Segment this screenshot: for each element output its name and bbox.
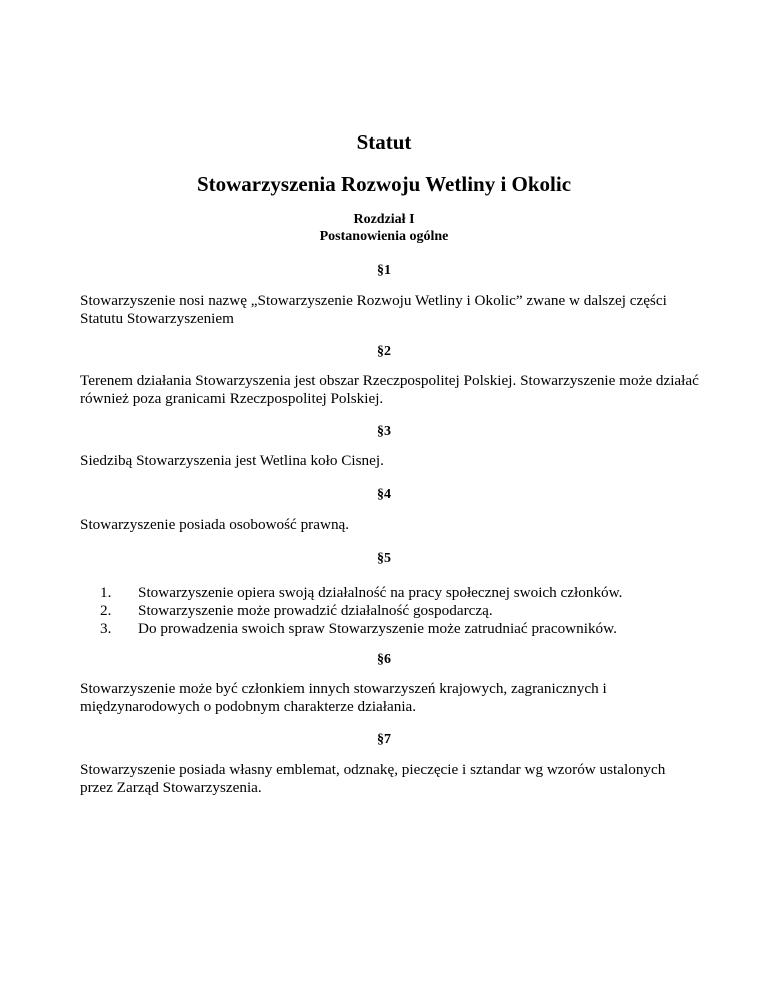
section-list-5	[80, 584, 720, 638]
section-heading-2: §2	[377, 344, 391, 359]
section-text-4: Stowarzyszenie posiada osobowość prawną.	[80, 516, 350, 533]
section-heading-6: §6	[377, 652, 391, 667]
list-item-number: 1.	[100, 584, 112, 601]
section-heading-1: §1	[377, 263, 391, 278]
section-text-3: Siedzibą Stowarzyszenia jest Wetlina koło Cisnej.	[80, 452, 384, 469]
section-heading-5: §5	[377, 551, 391, 566]
chapter-name: Postanowienia ogólne	[319, 229, 449, 244]
document-title: Statut	[356, 130, 412, 154]
list-item	[80, 620, 720, 638]
list-item-text: Stowarzyszenie może prowadzić działalność gospodarczą.	[138, 602, 493, 619]
document-subtitle: Stowarzyszenia Rozwoju Wetliny i Okolic	[196, 172, 572, 196]
list-item	[80, 602, 720, 620]
chapter-number: Rozdział I	[353, 212, 415, 227]
list-item-number: 3.	[100, 620, 112, 637]
section-heading-4: §4	[377, 487, 391, 502]
section-heading-7: §7	[377, 732, 391, 747]
section-text-1: Stowarzyszenie nosi nazwę „Stowarzyszenie Rozwoju Wetliny i Okolic” zwane w dalszej części Statutu Stowarzyszeniem	[80, 292, 667, 327]
list-item	[80, 584, 720, 602]
section-text-6: Stowarzyszenie może być członkiem innych stowarzyszeń krajowych, zagranicznych i międzynarodowych o podobnym charakterze działania.	[80, 680, 607, 715]
list-item-text: Do prowadzenia swoich spraw Stowarzyszenie może zatrudniać pracowników.	[138, 620, 617, 637]
list-item-number: 2.	[100, 602, 112, 619]
section-text-7: Stowarzyszenie posiada własny emblemat, odznakę, pieczęcie i sztandar wg wzorów ustalonych przez Zarząd Stowarzyszenia.	[80, 761, 666, 796]
section-text-2: Terenem działania Stowarzyszenia jest obszar Rzeczpospolitej Polskiej. Stowarzyszenie może działać również poza granicami Rzeczpospolitej Polskiej.	[80, 372, 699, 407]
list-item-text: Stowarzyszenie opiera swoją działalność na pracy społecznej swoich członków.	[138, 584, 623, 601]
section-heading-3: §3	[377, 424, 391, 439]
